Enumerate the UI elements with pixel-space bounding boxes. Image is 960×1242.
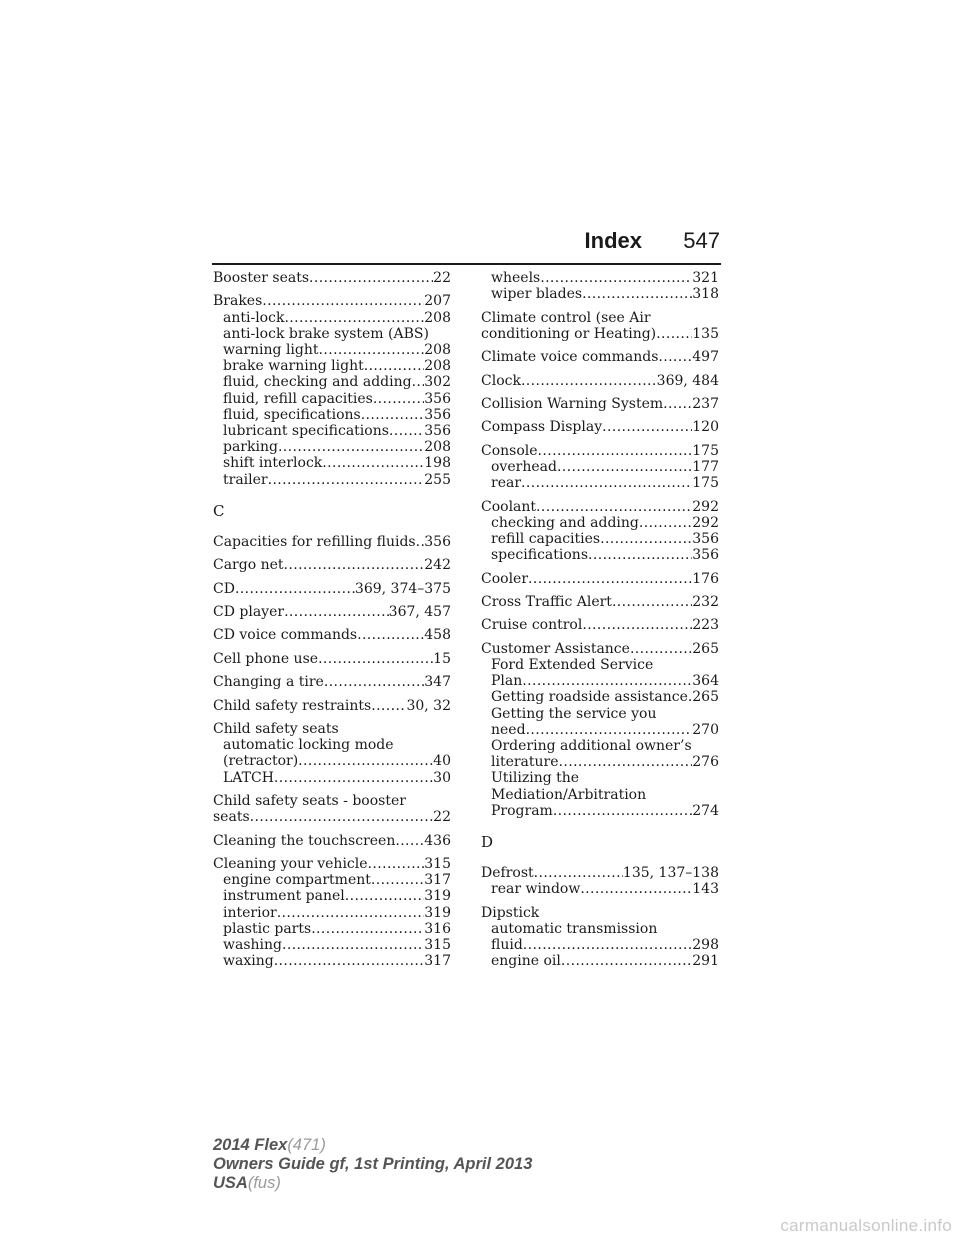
page-ref: 356 bbox=[424, 533, 451, 550]
entry-text: Defrost bbox=[481, 864, 534, 881]
page-ref: 356 bbox=[424, 406, 451, 423]
index-term bbox=[213, 698, 451, 714]
page-ref: 30 bbox=[433, 769, 451, 786]
entry-text: automatic transmission bbox=[491, 920, 658, 937]
dot-leader bbox=[268, 472, 425, 488]
page-ref: 177 bbox=[692, 458, 719, 475]
entry-text: trailer bbox=[223, 471, 268, 488]
entry-text: wheels bbox=[491, 270, 541, 286]
dot-leader bbox=[324, 674, 424, 690]
entry-text: anti-lock brake system (ABS) bbox=[223, 325, 429, 342]
page-ref: 292 bbox=[692, 514, 719, 531]
dot-leader bbox=[278, 439, 424, 455]
page-ref: 232 bbox=[692, 593, 719, 610]
entry-text: waxing bbox=[223, 953, 274, 970]
page-ref: 15 bbox=[433, 650, 451, 667]
index-term bbox=[213, 793, 451, 809]
entry-text: need bbox=[491, 721, 526, 738]
dot-leader bbox=[521, 475, 692, 491]
index-term bbox=[213, 293, 451, 309]
index-subentry bbox=[213, 455, 451, 471]
index-entry bbox=[481, 641, 719, 819]
dot-leader bbox=[663, 396, 692, 412]
dot-leader bbox=[282, 937, 424, 953]
entry-text: automatic locking mode bbox=[223, 737, 394, 754]
entry-text: refill capacities bbox=[491, 530, 601, 547]
footer-model: 2014 Flex bbox=[213, 1136, 288, 1154]
entry-text: Customer Assistance bbox=[481, 640, 630, 657]
page-ref: 369, 484 bbox=[656, 372, 719, 389]
page-ref: 436 bbox=[424, 832, 451, 849]
dot-leader bbox=[538, 443, 693, 459]
dot-leader bbox=[658, 349, 692, 365]
page-ref: 208 bbox=[424, 342, 451, 358]
dot-leader bbox=[309, 270, 433, 286]
index-term bbox=[213, 270, 451, 286]
index-entry bbox=[213, 604, 451, 620]
dot-leader bbox=[582, 617, 692, 633]
dot-leader bbox=[311, 921, 424, 937]
entry-text: Child safety seats bbox=[213, 720, 339, 737]
index-entry bbox=[213, 856, 451, 969]
page-ref: 356 bbox=[692, 547, 719, 564]
page-ref: 176 bbox=[692, 570, 719, 587]
index-subentry bbox=[481, 722, 719, 738]
page-ref: 317 bbox=[424, 872, 451, 889]
entry-text: Changing a tire bbox=[213, 674, 324, 691]
dot-leader bbox=[412, 374, 425, 390]
footer-market: USA bbox=[213, 1174, 248, 1192]
page-ref: 291 bbox=[692, 953, 719, 970]
page-ref: 356 bbox=[692, 530, 719, 547]
index-entry bbox=[481, 443, 719, 492]
index-subentry bbox=[481, 689, 719, 705]
index-entry bbox=[213, 627, 451, 643]
dot-leader bbox=[357, 627, 424, 643]
page-ref: 208 bbox=[424, 309, 451, 326]
index-subentry bbox=[213, 374, 451, 390]
entry-text: interior bbox=[223, 904, 277, 921]
page-ref: 22 bbox=[433, 270, 451, 286]
page-ref: 356 bbox=[424, 423, 451, 440]
index-term bbox=[213, 557, 451, 573]
entry-text: Cleaning your vehicle bbox=[213, 855, 368, 872]
entry-text: engine oil bbox=[491, 953, 561, 970]
index-subentry bbox=[213, 423, 451, 439]
index-term bbox=[481, 594, 719, 610]
index-entry bbox=[481, 270, 719, 302]
page-ref: 367, 457 bbox=[388, 604, 451, 620]
dot-leader bbox=[561, 953, 692, 969]
index-term bbox=[481, 326, 719, 342]
index-entry bbox=[213, 293, 451, 487]
index-term bbox=[213, 627, 451, 643]
index-term bbox=[213, 856, 451, 872]
index-entry bbox=[213, 534, 451, 550]
entry-text: Coolant bbox=[481, 498, 537, 515]
section-letter: C bbox=[213, 501, 225, 520]
page-ref: 497 bbox=[692, 349, 719, 366]
dot-leader bbox=[274, 953, 425, 969]
entry-text: literature bbox=[491, 754, 559, 771]
dot-leader bbox=[553, 803, 692, 819]
page-ref: 302 bbox=[424, 374, 451, 391]
index-subentry bbox=[481, 738, 719, 754]
print-footer bbox=[213, 1136, 532, 1193]
index-subentry bbox=[481, 531, 719, 547]
index-term bbox=[213, 674, 451, 690]
page-ref: 315 bbox=[424, 936, 451, 953]
index-subentry bbox=[481, 459, 719, 475]
page-ref: 22 bbox=[433, 809, 451, 826]
page-ref: 274 bbox=[692, 802, 719, 819]
page-ref: 316 bbox=[424, 920, 451, 937]
index-term bbox=[481, 419, 719, 435]
page-ref: 143 bbox=[692, 881, 719, 898]
entry-text: fluid, refill capacities bbox=[223, 390, 373, 407]
index-entry bbox=[481, 419, 719, 435]
entry-text: Program bbox=[491, 802, 553, 819]
entry-text: fluid, specifications bbox=[223, 406, 361, 423]
dot-leader bbox=[361, 407, 425, 423]
index-subentry bbox=[213, 310, 451, 326]
entry-text: seats bbox=[213, 809, 250, 826]
index-subentry bbox=[481, 673, 719, 689]
page-ref: 207 bbox=[424, 293, 451, 310]
entry-text: Ford Extended Service bbox=[491, 656, 654, 673]
index-term bbox=[481, 865, 719, 881]
entry-text: Utilizing the bbox=[491, 770, 580, 787]
entry-text: overhead bbox=[491, 458, 557, 475]
dot-leader bbox=[523, 937, 692, 953]
entry-text: Console bbox=[481, 442, 538, 459]
page-ref: 364 bbox=[692, 673, 719, 690]
index-term bbox=[481, 499, 719, 515]
index-subentry bbox=[481, 286, 719, 302]
page-ref: 317 bbox=[424, 953, 451, 970]
entry-text: lubricant specifications bbox=[223, 423, 389, 440]
index-subentry bbox=[481, 953, 719, 969]
index-entry bbox=[213, 270, 451, 286]
index-subentry bbox=[213, 407, 451, 423]
index-subentry bbox=[213, 937, 451, 953]
dot-leader bbox=[582, 286, 692, 302]
index-subentry bbox=[213, 921, 451, 937]
entry-text: specifications bbox=[491, 547, 589, 564]
page-ref: 30, 32 bbox=[406, 697, 451, 714]
entry-text: fluid, checking and adding bbox=[223, 374, 412, 391]
index-entry bbox=[481, 396, 719, 412]
entry-text: instrument panel bbox=[223, 888, 345, 905]
dot-leader bbox=[284, 557, 425, 573]
entry-text: Cargo net bbox=[213, 557, 284, 574]
entry-text: Dipstick bbox=[481, 904, 540, 921]
index-subentry bbox=[213, 872, 451, 888]
dot-leader bbox=[536, 499, 692, 515]
dot-leader bbox=[521, 373, 657, 389]
page-ref: 40 bbox=[433, 753, 451, 770]
page-ref: 135 bbox=[692, 325, 719, 342]
section-letter: D bbox=[481, 832, 494, 851]
dot-leader bbox=[371, 698, 406, 714]
dot-leader bbox=[600, 531, 692, 547]
dot-leader bbox=[371, 872, 424, 888]
index-subentry bbox=[481, 787, 719, 803]
dot-leader bbox=[522, 673, 692, 689]
index-entry bbox=[213, 793, 451, 825]
index-term bbox=[481, 617, 719, 633]
entry-text: Child safety restraints bbox=[213, 697, 372, 714]
page-ref: 265 bbox=[692, 640, 719, 657]
index-term bbox=[481, 310, 719, 326]
footer-model-code: (471) bbox=[287, 1136, 326, 1154]
dot-leader bbox=[284, 310, 424, 326]
index-subentry bbox=[213, 391, 451, 407]
index-term bbox=[213, 581, 451, 597]
index-subentry bbox=[213, 358, 451, 374]
page-ref: 458 bbox=[424, 627, 451, 644]
page-ref: 237 bbox=[692, 395, 719, 412]
dot-leader bbox=[612, 594, 692, 610]
index-entry bbox=[481, 310, 719, 342]
page-ref: 319 bbox=[424, 904, 451, 921]
entry-text: Capacities for refilling fluids bbox=[213, 533, 416, 550]
dot-leader bbox=[250, 809, 434, 825]
page-ref: 356 bbox=[424, 390, 451, 407]
index-term bbox=[213, 721, 451, 737]
index-term bbox=[481, 396, 719, 412]
index-subentry bbox=[481, 706, 719, 722]
dot-leader bbox=[416, 534, 425, 550]
entry-text: Brakes bbox=[213, 293, 263, 310]
page-ref: 321 bbox=[692, 270, 719, 286]
entry-text: conditioning or Heating) bbox=[481, 325, 657, 342]
page-ref: 318 bbox=[692, 286, 719, 303]
index-entry bbox=[213, 833, 451, 849]
index-subentry bbox=[213, 472, 451, 488]
footer-edition: Owners Guide gf, 1st Printing, April 2013 bbox=[213, 1155, 533, 1173]
entry-text: CD bbox=[213, 580, 235, 597]
entry-text: Booster seats bbox=[213, 270, 310, 286]
entry-text: checking and adding bbox=[491, 514, 639, 531]
index-entry bbox=[481, 571, 719, 587]
entry-text: Cross Traffic Alert bbox=[481, 593, 612, 610]
index-entry bbox=[213, 581, 451, 597]
entry-text: Mediation/Arbitration bbox=[491, 786, 647, 803]
index-subentry bbox=[481, 657, 719, 673]
index-entry bbox=[213, 698, 451, 714]
index-entry bbox=[481, 905, 719, 970]
dot-leader bbox=[277, 905, 425, 921]
entry-text: Cleaning the touchscreen bbox=[213, 832, 396, 849]
page-number: 547 bbox=[683, 228, 720, 253]
entry-text: Clock bbox=[481, 372, 521, 389]
entry-text: brake warning light bbox=[223, 358, 364, 375]
index-subentry bbox=[481, 881, 719, 897]
dot-leader bbox=[274, 770, 433, 786]
index-subentry bbox=[481, 937, 719, 953]
page-ref: 223 bbox=[692, 617, 719, 634]
entry-text: LATCH bbox=[223, 769, 274, 786]
dot-leader bbox=[602, 419, 692, 435]
dot-leader bbox=[345, 888, 425, 904]
index-term bbox=[481, 373, 719, 389]
entry-text: Climate voice commands bbox=[481, 349, 659, 366]
index-subentry bbox=[213, 737, 451, 753]
page-ref: 315 bbox=[424, 855, 451, 872]
entry-text: fluid bbox=[491, 936, 523, 953]
index-term bbox=[481, 641, 719, 657]
entry-text: Cruise control bbox=[481, 617, 583, 634]
index-entry bbox=[213, 651, 451, 667]
entry-text: Cell phone use bbox=[213, 650, 319, 667]
index-subentry bbox=[213, 326, 451, 342]
index-entry bbox=[481, 617, 719, 633]
index-subentry bbox=[481, 547, 719, 563]
index-term bbox=[213, 809, 451, 825]
index-subentry bbox=[481, 803, 719, 819]
index-term bbox=[213, 604, 451, 620]
entry-text: warning light bbox=[223, 342, 319, 358]
index-term bbox=[481, 905, 719, 921]
page-ref: 265 bbox=[692, 689, 719, 706]
entry-text: CD player bbox=[213, 604, 285, 620]
index-entry bbox=[213, 557, 451, 573]
index-column-left bbox=[213, 270, 451, 977]
page-ref: 270 bbox=[692, 721, 719, 738]
dot-leader bbox=[262, 293, 424, 309]
dot-leader bbox=[364, 358, 425, 374]
page-ref: 369, 374–375 bbox=[354, 580, 451, 597]
page-ref: 135, 137–138 bbox=[622, 864, 719, 881]
entry-text: washing bbox=[223, 936, 282, 953]
dot-leader bbox=[322, 455, 424, 471]
entry-text: shift interlock bbox=[223, 455, 323, 472]
page-ref: 255 bbox=[424, 471, 451, 488]
index-subentry bbox=[481, 270, 719, 286]
dot-leader bbox=[559, 754, 693, 770]
entry-text: wiper blades bbox=[491, 286, 583, 303]
index-subentry bbox=[213, 888, 451, 904]
entry-text: Cooler bbox=[481, 570, 529, 587]
entry-text: Ordering additional owner’s bbox=[491, 737, 692, 754]
index-entry bbox=[481, 594, 719, 610]
dot-leader bbox=[580, 881, 692, 897]
entry-text: Compass Display bbox=[481, 419, 603, 436]
entry-text: anti-lock bbox=[223, 309, 285, 326]
page-ref: 298 bbox=[692, 936, 719, 953]
entry-text: engine compartment bbox=[223, 872, 371, 889]
entry-text: Collision Warning System bbox=[481, 395, 664, 412]
page-header bbox=[212, 226, 720, 260]
entry-text: rear bbox=[491, 475, 522, 492]
index-entry bbox=[481, 499, 719, 564]
entry-text: Climate control (see Air bbox=[481, 309, 651, 326]
dot-leader bbox=[235, 581, 355, 597]
dot-leader bbox=[588, 547, 692, 563]
entry-text: Plan bbox=[491, 673, 523, 690]
index-term bbox=[481, 443, 719, 459]
dot-leader bbox=[528, 571, 692, 587]
page-ref: 319 bbox=[424, 888, 451, 905]
page-ref: 198 bbox=[424, 455, 451, 472]
dot-leader bbox=[557, 459, 692, 475]
watermark-text: carmanualsonline.info bbox=[780, 1216, 952, 1235]
page-title: Index bbox=[584, 228, 642, 253]
entry-text: Getting roadside assistance bbox=[491, 689, 688, 706]
dot-leader bbox=[526, 722, 693, 738]
index-term bbox=[213, 534, 451, 550]
dot-leader bbox=[389, 423, 424, 439]
entry-text: plastic parts bbox=[223, 920, 312, 937]
page-ref: 208 bbox=[424, 358, 451, 375]
dot-leader bbox=[639, 515, 692, 531]
index-entry bbox=[213, 674, 451, 690]
header-rule bbox=[212, 263, 721, 265]
entry-text: CD voice commands bbox=[213, 627, 358, 644]
entry-text: Child safety seats - booster bbox=[213, 792, 406, 809]
page-ref: 347 bbox=[424, 674, 451, 691]
dot-leader bbox=[298, 753, 433, 769]
index-subentry bbox=[481, 515, 719, 531]
dot-leader bbox=[395, 833, 424, 849]
entry-text: (retractor) bbox=[223, 753, 299, 770]
page-ref: 208 bbox=[424, 439, 451, 456]
index-term bbox=[213, 651, 451, 667]
entry-text: Getting the service you bbox=[491, 705, 657, 722]
entry-text: parking bbox=[223, 439, 278, 456]
index-subentry bbox=[481, 770, 719, 786]
index-subentry bbox=[213, 770, 451, 786]
index-subentry bbox=[481, 754, 719, 770]
index-subentry bbox=[213, 905, 451, 921]
index-subentry bbox=[213, 439, 451, 455]
dot-leader bbox=[373, 391, 424, 407]
index-subentry bbox=[213, 753, 451, 769]
index-entry bbox=[481, 373, 719, 389]
index-entry bbox=[213, 721, 451, 786]
page-ref: 276 bbox=[692, 754, 719, 771]
dot-leader bbox=[319, 342, 425, 358]
index-entry bbox=[481, 865, 719, 897]
dot-leader bbox=[540, 270, 692, 286]
page-ref: 175 bbox=[692, 475, 719, 492]
footer-market-code: (fus) bbox=[247, 1174, 281, 1192]
index-entry bbox=[481, 349, 719, 365]
index-subentry bbox=[213, 953, 451, 969]
dot-leader bbox=[656, 326, 692, 342]
index-term bbox=[213, 833, 451, 849]
entry-text: rear window bbox=[491, 881, 581, 898]
dot-leader bbox=[630, 641, 692, 657]
index-subentry bbox=[481, 475, 719, 491]
dot-leader bbox=[318, 651, 433, 667]
index-term bbox=[481, 349, 719, 365]
page-ref: 120 bbox=[692, 419, 719, 436]
dot-leader bbox=[368, 856, 425, 872]
index-subentry bbox=[213, 342, 451, 358]
index-term bbox=[481, 571, 719, 587]
dot-leader bbox=[534, 865, 623, 881]
page-ref: 292 bbox=[692, 498, 719, 515]
dot-leader bbox=[284, 604, 389, 620]
index-column-right bbox=[481, 270, 719, 977]
index-subentry bbox=[481, 921, 719, 937]
page-ref: 242 bbox=[424, 557, 451, 574]
page-ref: 175 bbox=[692, 442, 719, 459]
